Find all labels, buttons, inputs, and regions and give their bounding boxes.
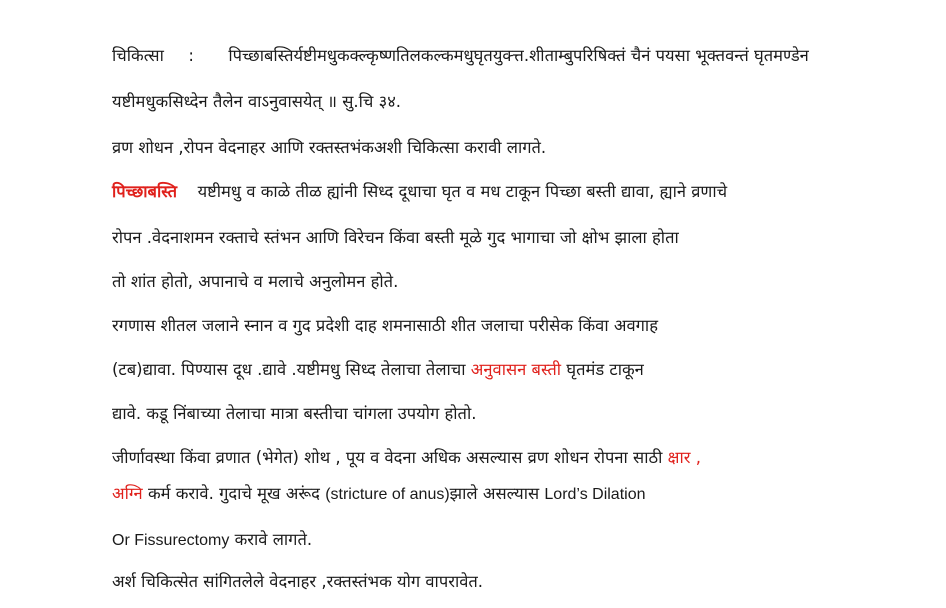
lords-dilation-term: Lord’s Dilation — [544, 486, 646, 503]
chikitsa-verse-line-2 — [112, 90, 401, 114]
paragraph-text: करावे लागते. — [234, 530, 313, 549]
fissurectomy-line — [112, 528, 312, 553]
verse-text: पिच्छाबस्तिर्यष्टीमधुकक्ल्कृष्णतिलकल्कमधुघृतयुक्त्त.शीताम्बुपरिषिक्तं चैनं पयसा भूक्तवन्तं घृतमण्डेन — [228, 46, 809, 65]
paragraph-line — [112, 136, 546, 160]
paragraph-text: तो शांत होतो, अपानाचे व मलाचे अनुलोमन होते. — [112, 272, 399, 291]
stricture-term: (stricture of anus) — [325, 486, 450, 503]
agni-highlight: अग्नि — [112, 484, 143, 503]
pichha-basti-line — [112, 180, 727, 204]
paragraph-text: यष्टीमधु व काळे तीळ ह्यांनी सिध्द दूधाचा घृत व मध टाकून पिच्छा बस्ती द्यावा, ह्याने व्रणाचे — [197, 182, 728, 201]
paragraph-line — [112, 402, 476, 426]
pichha-basti-heading: पिच्छाबस्ति — [112, 182, 178, 201]
chikitsa-verse-line-1 — [112, 44, 809, 68]
paragraph-text: अर्श चिकित्सेत सांगितलेले वेदनाहर ,रक्तस्तंभक योग वापरावेत. — [112, 572, 484, 591]
agni-karma-line — [112, 482, 646, 507]
paragraph-line — [112, 314, 658, 338]
paragraph-line — [112, 270, 398, 294]
paragraph-text: रोपन .वेदनाशमन रक्ताचे स्तंभन आणि विरेचन किंवा बस्ती मूळे गुद भागाचा जो क्षोभ झाला होता — [112, 228, 679, 247]
paragraph-text: झाले असल्यास — [449, 484, 540, 503]
paragraph-line — [112, 226, 679, 250]
kshara-line — [112, 446, 701, 470]
paragraph-text: (टब)द्यावा. पिण्यास दूध .द्यावे .यष्टीमधु सिध्द तेलाचा तेलाचा — [112, 360, 466, 379]
anuvasan-basti-highlight: अनुवासन बस्ती — [470, 360, 562, 379]
paragraph-text: व्रण शोधन ,रोपन वेदनाहर आणि रक्तस्तभंकअशी चिकित्सा करावी लागते. — [112, 138, 547, 157]
fissurectomy-term: Or Fissurectomy — [112, 532, 230, 549]
paragraph-line — [112, 570, 483, 594]
anuvasan-basti-line — [112, 358, 644, 382]
verse-text: यष्टीमधुकसिध्देन तैलेन वाऽनुवासयेत् ॥ सु.चि ३४. — [112, 92, 402, 111]
paragraph-text: रगणास शीतल जलाने स्नान व गुद प्रदेशी दाह शमनासाठी शीत जलाचा परीसेक किंवा अवगाह — [112, 316, 658, 335]
paragraph-text: घृतमंड टाकून — [566, 360, 644, 379]
paragraph-text: कर्म करावे. गुदाचे मूख अरूंद — [147, 484, 320, 503]
kshara-highlight: क्षार , — [667, 448, 701, 467]
paragraph-text: द्यावे. कडू निंबाच्या तेलाचा मात्रा बस्तीचा चांगला उपयोग होतो. — [112, 404, 477, 423]
chikitsa-label: चिकित्सा — [112, 46, 164, 65]
paragraph-text: जीर्णावस्था किंवा व्रणात (भेगेत) शोथ , पूय व वेदना अधिक असल्यास व्रण शोधन रोपना साठी — [112, 448, 663, 467]
colon: : — [188, 46, 194, 65]
